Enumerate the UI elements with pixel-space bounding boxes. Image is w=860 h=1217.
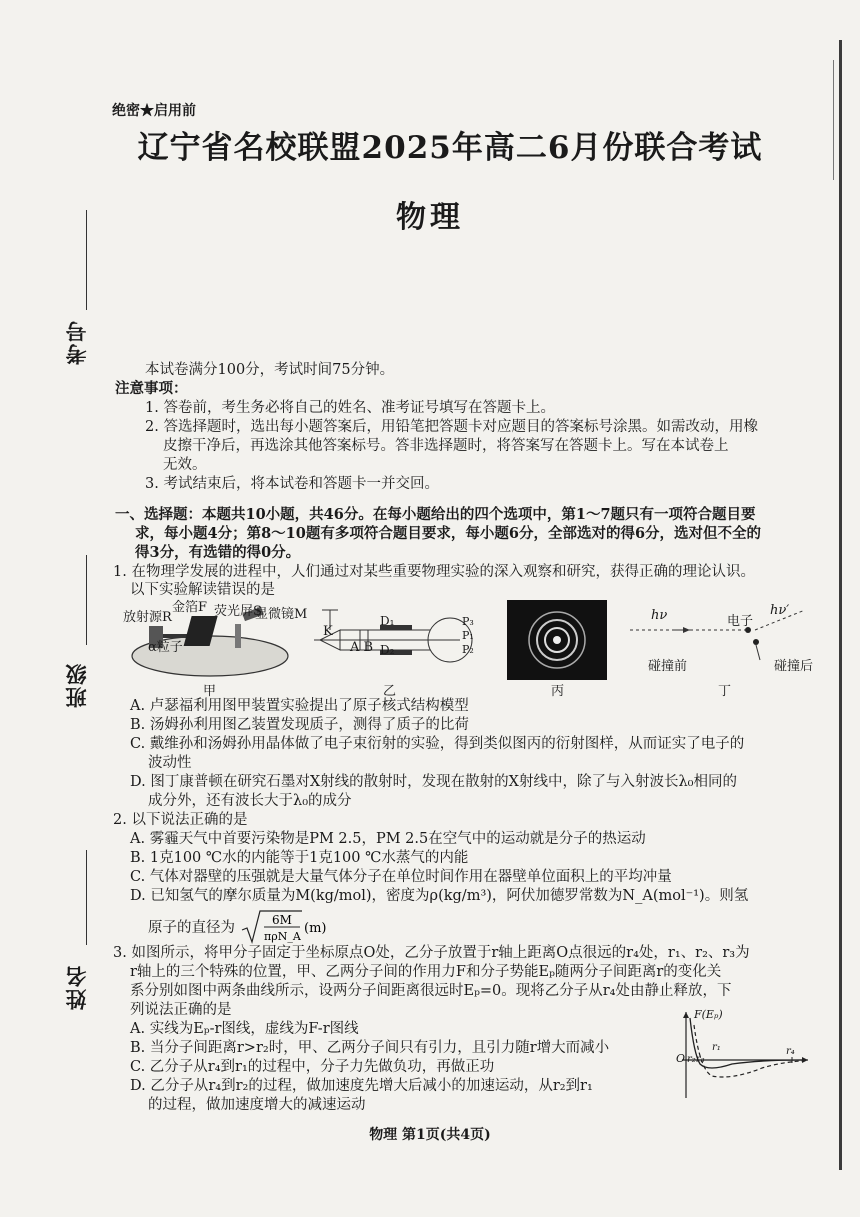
sidebar-exam-no: 考号 <box>64 319 89 365</box>
graph-r1: r₁ <box>712 1042 721 1053</box>
q3-option-b: B. 当分子间距离r>r₂时，甲、乙两分子间只有引力，且引力随r增大而减小 <box>130 1040 610 1056</box>
label-p3: P₃ <box>462 615 474 628</box>
q3-option-a: A. 实线为Eₚ-r图线，虚线为F-r图线 <box>130 1021 359 1037</box>
q2-d-tail-text: 原子的直径为 <box>148 920 235 936</box>
q3-option-d: D. 乙分子从r₄到r₂的过程，做加速度先增大后减小的加速运动，从r₂到r₁ <box>130 1078 593 1094</box>
sidebar-class: 班级 <box>64 662 89 708</box>
label-ab: A B <box>350 640 374 655</box>
graph-origin: O <box>676 1052 686 1065</box>
secret-label: 绝密★启用前 <box>112 103 196 119</box>
q2-stem: 2. 以下说法正确的是 <box>113 812 248 828</box>
caption-ding: 丁 <box>718 684 732 699</box>
label-d1: D₁ <box>380 614 395 628</box>
caption-yi: 乙 <box>383 684 397 699</box>
sidebar-name: 姓名 <box>64 964 89 1010</box>
q3-stem-2: r轴上的三个特殊的位置，甲、乙两分子间的作用力F和分子势能Eₚ随两分子间距离r的变化关 <box>130 964 722 980</box>
formula-denominator: πρN_A <box>263 930 301 943</box>
q2-option-d: D. 已知氢气的摩尔质量为M(kg/mol)，密度为ρ(kg/m³)，阿伏加德罗常数为N_A(mol⁻¹)。则氢 <box>130 888 749 904</box>
note-3: 3. 考试结束后，将本试卷和答题卡一并交回。 <box>145 476 439 492</box>
score-time: 本试卷满分100分，考试时间75分钟。 <box>145 362 395 378</box>
figure-diffraction <box>507 600 607 680</box>
label-d2: D₂ <box>380 643 395 657</box>
note-2b: 皮擦干净后，再选涂其他答案标号。答非选择题时，将答案写在答题卡上。写在本试卷上 <box>163 438 729 454</box>
q1-option-c: C. 戴维孙和汤姆孙用晶体做了电子束衍射的实验，得到类似图丙的衍射图样，从而证实了电子的 <box>130 736 745 752</box>
label-source: 放射源R <box>123 610 172 625</box>
label-p1: P₁ <box>462 629 474 642</box>
q1-stem: 1. 在物理学发展的进程中，人们通过对某些重要物理实验的深入观察和研究，获得正确的理论认识。 <box>113 564 755 580</box>
label-screen: 荧光屏S <box>214 604 262 619</box>
label-alpha: α粒子 <box>148 640 183 655</box>
label-micro: 显微镜M <box>255 607 308 622</box>
sidebar-name-line <box>86 850 87 945</box>
note-2: 2. 答选择题时，选出每小题答案后，用铅笔把答题卡对应题目的答案标号涂黑。如需改动，用橡 <box>145 419 758 435</box>
label-before: 碰撞前 <box>648 659 688 674</box>
note-1: 1. 答卷前，考生务必将自己的姓名、准考证号填写在答题卡上。 <box>145 400 555 416</box>
sqrt-sign <box>240 908 330 948</box>
sidebar-class-line <box>86 555 87 645</box>
label-foil: 金箔F <box>172 600 208 615</box>
graph-r23: r₂r₃ <box>687 1054 705 1065</box>
q1-stem2: 以下实验解读错误的是 <box>130 582 275 598</box>
q2-option-d-tail <box>148 908 330 948</box>
graph-r4: r₄ <box>786 1046 795 1057</box>
q1-option-d2: 成分外，还有波长大于λ₀的成分 <box>148 793 352 809</box>
label-hv-prime: hν′ <box>770 603 790 618</box>
note-2c: 无效。 <box>163 457 207 473</box>
q3-stem-1: 3. 如图所示，将甲分子固定于坐标原点O处，乙分子放置于r轴上距离O点很远的r₄处，r₁、r₂、r₃为 <box>113 945 750 961</box>
exam-title: 辽宁省名校联盟2025年高二6月份联合考试 <box>137 130 763 166</box>
q3-stem-4: 列说法正确的是 <box>130 1002 232 1018</box>
label-hv: hν <box>651 608 668 623</box>
q1-option-d: D. 图丁康普顿在研究石墨对X射线的散射时，发现在散射的X射线中，除了与入射波长λ₀相同的 <box>130 774 737 790</box>
section1-line3: 得3分，有选错的得0分。 <box>135 544 301 561</box>
caption-bing: 丙 <box>551 684 565 699</box>
label-k: K <box>323 624 333 639</box>
notes-title: 注意事项： <box>115 380 188 397</box>
figure-cathode-tube <box>300 600 480 680</box>
label-p2: P₂ <box>462 643 474 656</box>
q2-option-c: C. 气体对器壁的压强就是大量气体分子在单位时间作用在器壁单位面积上的平均冲量 <box>130 869 672 885</box>
caption-jia: 甲 <box>203 684 217 699</box>
q1-option-a: A. 卢瑟福利用图甲装置实验提出了原子核式结构模型 <box>130 698 469 714</box>
label-after: 碰撞后 <box>774 659 814 674</box>
q1-option-c2: 波动性 <box>148 755 192 771</box>
q3-option-d2: 的过程，做加速度增大的减速运动 <box>148 1097 366 1113</box>
q2-option-a: A. 雾霾天气中首要污染物是PM 2.5，PM 2.5在空气中的运动就是分子的热运动 <box>130 831 646 847</box>
section1-line1: 一、选择题：本题共10小题，共46分。在每小题给出的四个选项中，第1～7题只有一项符合题目要 <box>115 506 756 523</box>
label-electron: 电子 <box>727 614 754 629</box>
section1-line2: 求，每小题4分；第8～10题有多项符合题目要求，每小题6分，全部选对的得6分，选对但不全的 <box>135 525 762 542</box>
q3-stem-3: 系分别如图中两条曲线所示，设两分子间距离很远时Eₚ=0。现将乙分子从r₄处由静止释放，下 <box>130 983 732 999</box>
formula-numerator: 6M <box>271 913 292 927</box>
sqrt-formula <box>240 908 330 948</box>
q3-option-c: C. 乙分子从r₄到r₁的过程中，分子力先做负功，再做正功 <box>130 1059 495 1075</box>
q1-option-b: B. 汤姆孙利用图乙装置发现质子，测得了质子的比荷 <box>130 717 469 733</box>
page-edge-line-thin <box>833 60 834 180</box>
graph-y-label: F(Eₚ) <box>694 1008 723 1021</box>
page-footer: 物理 第1页(共4页) <box>369 1127 491 1143</box>
q2-option-b: B. 1克100 ℃水的内能等于1克100 ℃水蒸气的内能 <box>130 850 469 866</box>
formula-unit: (m) <box>303 921 327 936</box>
subject-title: 物理 <box>396 200 464 235</box>
